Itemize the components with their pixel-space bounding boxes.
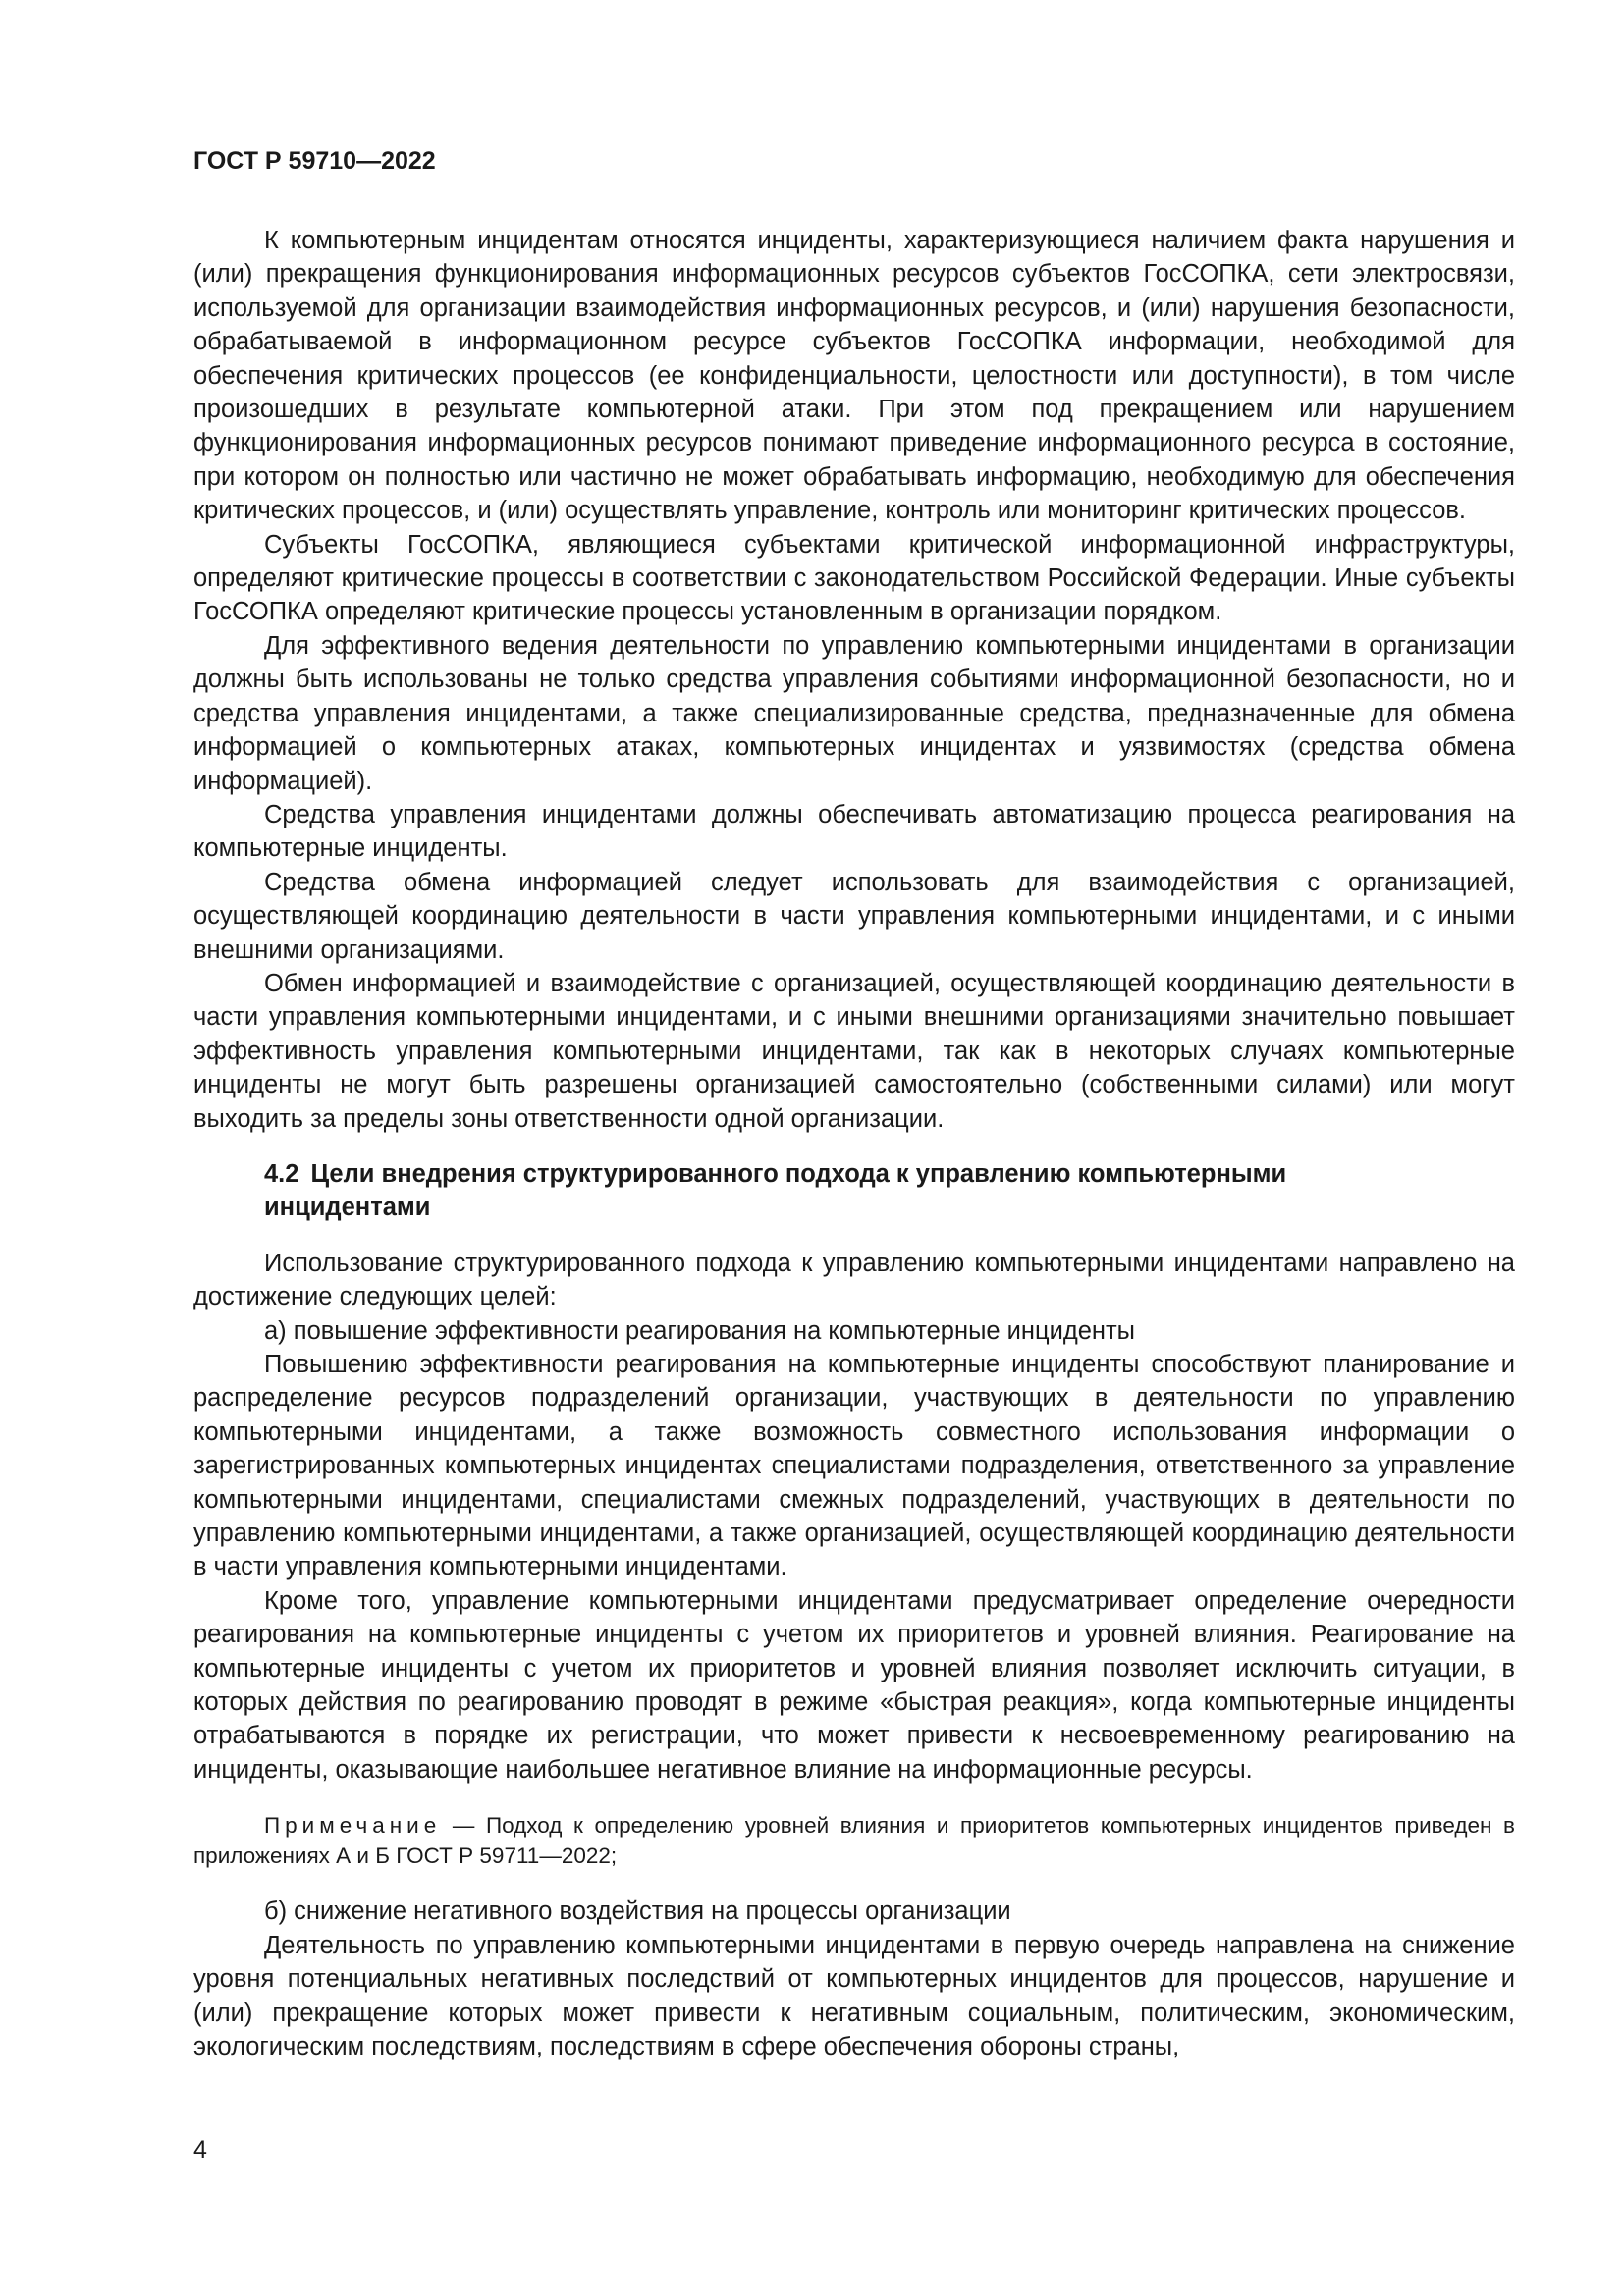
section-paragraph-3: Кроме того, управление компьютерными инцидентами предусматривает определение очередности реагирования на компьютерные инциденты с учетом их приоритетов и уровней влияния. Реагирование на компьютерные инциденты с учетом их приоритетов и уровней влияния позволяет исключить ситуации, в которых действия по реагированию проводят в режиме «быстрая реакция», когда компьютерные инциденты отрабатываются в порядке их регистрации, что может привести к несвоевременному реагированию на инциденты, оказывающие наибольшее негативное влияние на информационные ресурсы. [193,1586,1515,1784]
list-item-a: а) повышение эффективности реагирования на компьютерные инциденты [264,1316,1135,1345]
document-header: ГОСТ Р 59710—2022 [193,147,436,175]
paragraph-4: Средства управления инцидентами должны обеспечивать автоматизацию процесса реагирования на компьютерные инциденты. [193,800,1515,863]
list-item-b: б) снижение негативного воздействия на процессы организации [264,1897,1011,1926]
section-title: Цели внедрения структурированного подхода к управлению компьютерными инцидентами [264,1159,1287,1222]
page-body [193,224,1515,2063]
section-paragraph-1: Использование структурированного подхода к управлению компьютерными инцидентами направлено на достижение следующих целей: [193,1249,1515,1311]
note [193,1810,1515,1871]
section-number: 4.2 [264,1159,299,1188]
page-number: 4 [193,2136,207,2163]
note-label: Примечание [264,1813,442,1839]
section-paragraph-4: Деятельность по управлению компьютерными инцидентами в первую очередь направлена на снижение уровня потенциальных негативных последствий от компьютерных инцидентов для процессов, нарушение и (или) прекращение которых может привести к негативным социальным, политическим, экономическим, экологическим последствиям, последствиям в сфере обеспечения обороны страны, [193,1931,1515,2060]
paragraph-2: Субъекты ГосСОПКА, являющиеся субъектами критической информационной инфраструктуры, определяют критические процессы в соответствии с законодательством Российской Федерации. Иные субъекты ГосСОПКА определяют критические процессы установленным в организации порядком. [193,530,1515,626]
paragraph-1: К компьютерным инцидентам относятся инциденты, характеризующиеся наличием факта нарушения и (или) прекращения функционирования информационных ресурсов субъектов ГосСОПКА, сети электросвязи, используемой для организации взаимодействия информационных ресурсов, и (или) нарушения безопасности, обрабатываемой в информационном ресурсе субъектов ГосСОПКА информации, необходимой для обеспечения критических процессов (ее конфиденциальности, целостности или доступности), в том числе произошедших в результате компьютерной атаки. При этом под прекращением или нарушением функционирования информационных ресурсов понимают приведение информационного ресурса в состояние, при котором он полностью или частично не может обрабатывать информацию, необходимую для обеспечения критических процессов, и (или) осуществлять управление, контроль или мониторинг критических процессов. [193,227,1515,525]
section-paragraph-2: Повышению эффективности реагирования на компьютерные инциденты способствуют планирование и распределение ресурсов подразделений организации, участвующих в деятельности по управлению компьютерными инцидентами, а также возможность совместного использования информации о зарегистрированных компьютерных инцидентах специалистами подразделения, ответственного за управление компьютерными инцидентами, специалистами смежных подразделений, участвующих в деятельности по управлению компьютерными инцидентами, а также организацией, осуществляющей координацию деятельности в части управления компьютерными инцидентами. [193,1351,1515,1581]
section-heading [264,1157,1442,1225]
paragraph-6: Обмен информацией и взаимодействие с организацией, осуществляющей координацию деятельности в части управления компьютерными инцидентами, и с иными внешними организациями значительно повышает эффективность управления компьютерными инцидентами, так как в некоторых случаях компьютерные инциденты не могут быть разрешены организацией самостоятельно (собственными силами) или могут выходить за пределы зоны ответственности одной организации. [193,969,1515,1133]
paragraph-3: Для эффективного ведения деятельности по управлению компьютерными инцидентами в организации должны быть использованы не только средства управления событиями информационной безопасности, но и средства управления инцидентами, а также специализированные средства, предназначенные для обмена информацией о компьютерных атаках, компьютерных инцидентах и уязвимостях (средства обмена информацией). [193,631,1515,795]
paragraph-5: Средства обмена информацией следует использовать для взаимодействия с организацией, осуществляющей координацию деятельности в части управления компьютерными инцидентами, и с иными внешними организациями. [193,868,1515,964]
note-text: — Подход к определению уровней влияния и приоритетов компьютерных инцидентов приведен в приложениях А и Б ГОСТ Р 59711—2022; [193,1813,1515,1869]
